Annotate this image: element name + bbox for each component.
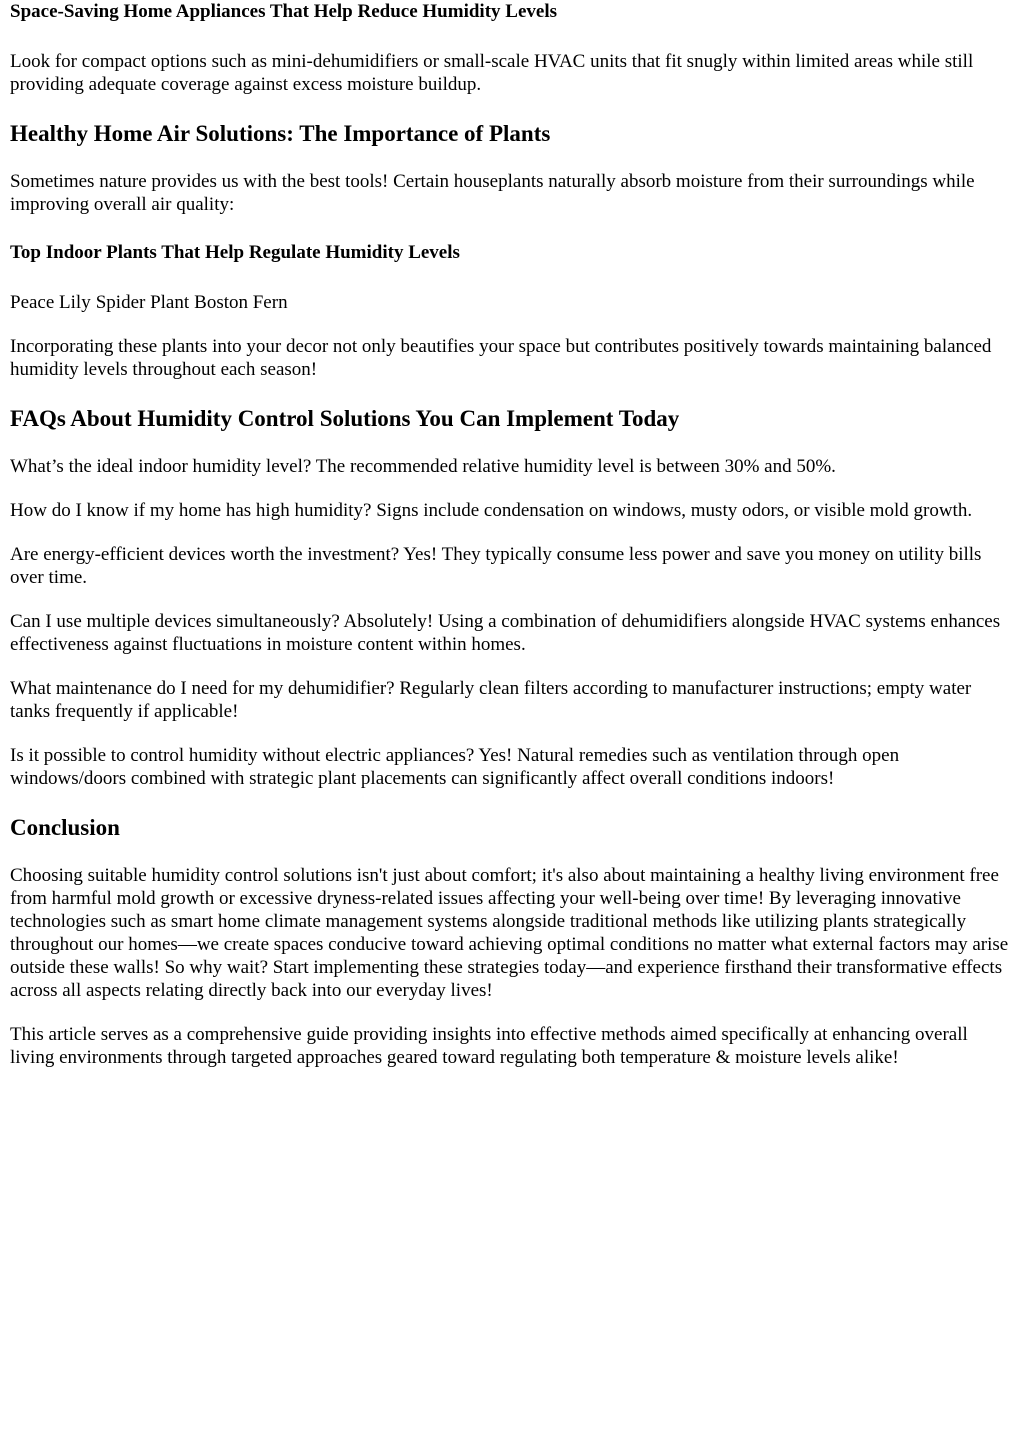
section-heading-conclusion: Conclusion bbox=[10, 815, 120, 840]
faq-item: What’s the ideal indoor humidity level? The recommended relative humidity level is between 30% and 50%. bbox=[10, 456, 836, 477]
paragraph-plants-intro: Sometimes nature provides us with the best tools! Certain houseplants naturally absorb moisture from their surroundings while improving overall air quality: bbox=[10, 171, 975, 215]
faq-item: Can I use multiple devices simultaneously? Absolutely! Using a combination of dehumidifiers alongside HVAC systems enhances effectiveness against fluctuations in moisture content within homes. bbox=[10, 611, 1001, 655]
list-item-plant: Spider Plant bbox=[95, 292, 190, 313]
plants-list bbox=[10, 291, 1014, 314]
list-item-plant: Boston Fern bbox=[194, 292, 288, 313]
paragraph-conclusion: Choosing suitable humidity control solutions isn't just about comfort; it's also about maintaining a healthy living environment free from harmful mold growth or excessive dryness-related issues affecting your well-being over time! By leveraging innovative technologies such as smart home climate management systems alongside traditional methods like utilizing plants strategically throughout our homes—we create spaces conducive toward achieving optimal conditions no matter what external factors may arise outside these walls! So why wait? Start implementing these strategies today—and experience firsthand their transformative effects across all aspects relating directly back into our everyday lives! bbox=[10, 865, 1009, 1001]
section-heading-faqs: FAQs About Humidity Control Solutions You Can Implement Today bbox=[10, 406, 680, 431]
list-item-plant: Peace Lily bbox=[10, 292, 91, 313]
faq-item: Is it possible to control humidity without electric appliances? Yes! Natural remedies such as ventilation through open windows/doors combined with strategic plant placements can significantly affect overall conditions indoors! bbox=[10, 745, 900, 789]
faq-item: How do I know if my home has high humidity? Signs include condensation on windows, musty odors, or visible mold growth. bbox=[10, 500, 973, 521]
section-heading-top-plants: Top Indoor Plants That Help Regulate Humidity Levels bbox=[10, 242, 460, 263]
faq-item: What maintenance do I need for my dehumidifier? Regularly clean filters according to manufacturer instructions; empty water tanks frequently if applicable! bbox=[10, 678, 972, 722]
paragraph-closing: This article serves as a comprehensive guide providing insights into effective methods aimed specifically at enhancing overall living environments through targeted approaches geared toward regulating both temperature & moisture levels alike! bbox=[10, 1024, 968, 1068]
section-heading-plants: Healthy Home Air Solutions: The Importance of Plants bbox=[10, 121, 551, 146]
section-heading-space-saving: Space-Saving Home Appliances That Help Reduce Humidity Levels bbox=[10, 1, 557, 22]
paragraph-space-saving: Look for compact options such as mini-dehumidifiers or small-scale HVAC units that fit snugly within limited areas while still providing adequate coverage against excess moisture buildup. bbox=[10, 51, 974, 95]
paragraph-plants-outro: Incorporating these plants into your decor not only beautifies your space but contributes positively towards maintaining balanced humidity levels throughout each season! bbox=[10, 336, 992, 380]
faq-item: Are energy-efficient devices worth the investment? Yes! They typically consume less power and save you money on utility bills over time. bbox=[10, 544, 982, 588]
